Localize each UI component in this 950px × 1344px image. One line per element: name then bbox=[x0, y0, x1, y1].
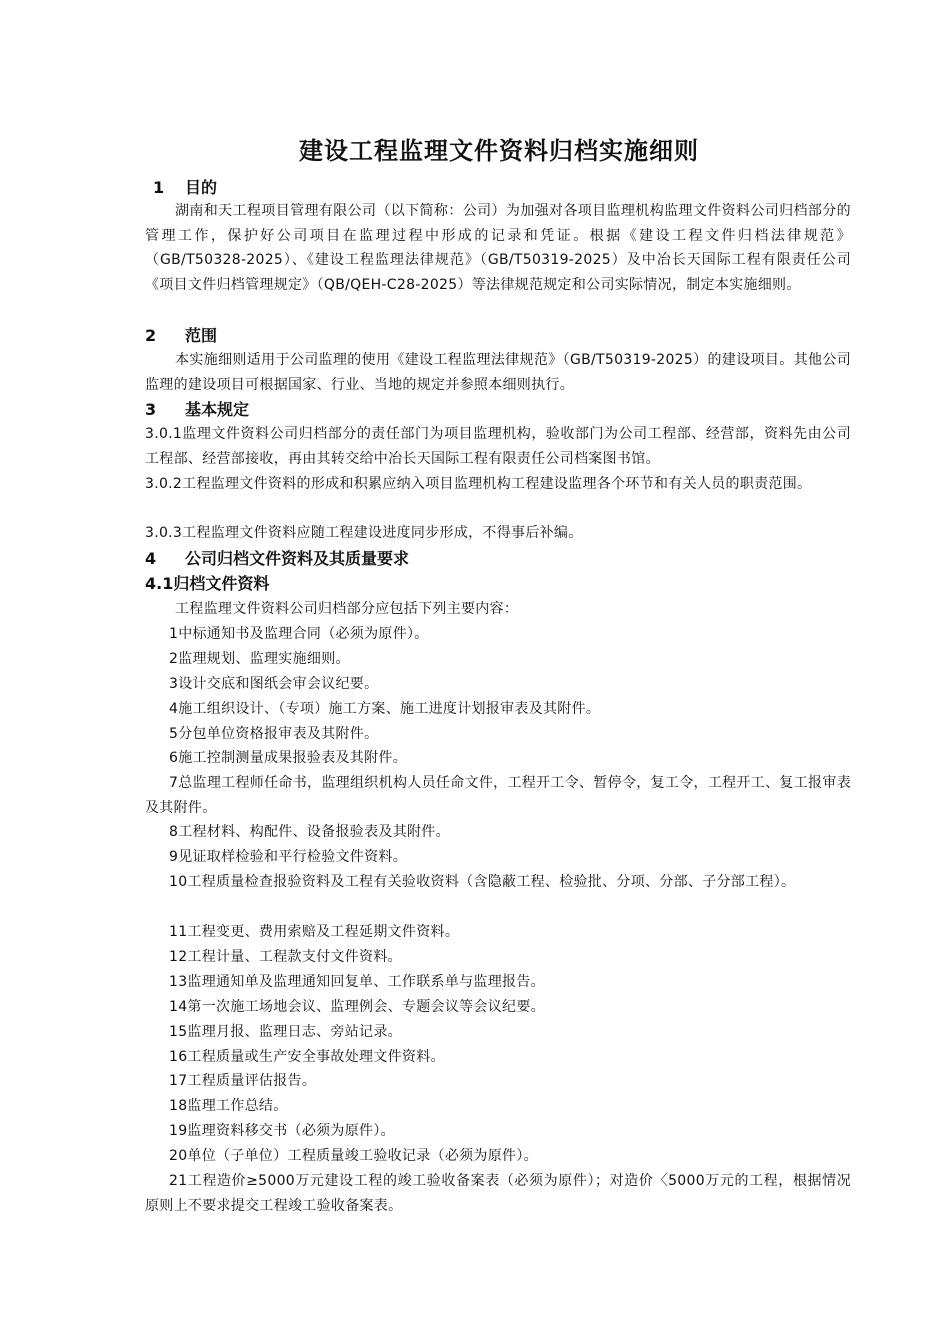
section-number: 2 bbox=[145, 326, 157, 345]
list-item: 8工程材料、构配件、设备报验表及其附件。 bbox=[169, 824, 450, 840]
list-item: 6施工控制测量成果报验表及其附件。 bbox=[169, 750, 408, 766]
clause-3-0-3: 3.0.3工程监理文件资料应随工程建设进度同步形成，不得事后补编。 bbox=[145, 525, 583, 541]
subsection-4-1-heading: 4.1归档文件资料 bbox=[145, 574, 270, 593]
list-item: 17工程质量评估报告。 bbox=[169, 1073, 317, 1089]
section-3-heading bbox=[145, 398, 249, 422]
list-item: 2监理规划、监理实施细则。 bbox=[169, 651, 350, 667]
section-4-intro: 工程监理文件资料公司归档部分应包括下列主要内容： bbox=[175, 601, 519, 617]
section-title: 基本规定 bbox=[185, 400, 250, 419]
list-item: 16工程质量或生产安全事故处理文件资料。 bbox=[169, 1049, 445, 1065]
list-item: 9见证取样检验和平行检验文件资料。 bbox=[169, 849, 408, 865]
section-1-paragraph: 湖南和天工程项目管理有限公司（以下简称：公司）为加强对各项目监理机构监理文件资料公司归档部分的管理工作，保护好公司项目在监理过程中形成的记录和凭证。根据《建设工程文件归档法律规范》（GB/T50328-2025）、《建设工程监理法律规范》（GB/T50319-2025）及中冶长天国际工程有限责任公司《项目文件归档管理规定》（QB/QEH-C28-2025）等法律规范规定和公司实际情况，制定本实施细则。 bbox=[145, 203, 851, 293]
list-item: 15监理月报、监理日志、旁站记录。 bbox=[169, 1024, 402, 1040]
section-1-heading bbox=[145, 176, 217, 200]
section-4-heading bbox=[145, 547, 409, 571]
section-title: 目的 bbox=[185, 178, 218, 197]
list-item: 10工程质量检查报验资料及工程有关验收资料（含隐蔽工程、检验批、分项、分部、子分部工程）。 bbox=[169, 874, 796, 890]
list-item: 1中标通知书及监理合同（必须为原件）。 bbox=[169, 626, 429, 642]
list-item: 18监理工作总结。 bbox=[169, 1098, 288, 1114]
section-number: 4 bbox=[145, 549, 157, 568]
list-item: 13监理通知单及监理通知回复单、工作联系单与监理报告。 bbox=[169, 974, 545, 990]
clause-3-0-1: 3.0.1监理文件资料公司归档部分的责任部门为项目监理机构，验收部门为公司工程部、经营部，资料先由公司工程部、经营部接收，再由其转交给中冶长天国际工程有限责任公司档案图书馆。 bbox=[145, 426, 851, 467]
list-item: 4施工组织设计、（专项）施工方案、施工进度计划报审表及其附件。 bbox=[169, 701, 601, 717]
section-title: 范围 bbox=[185, 326, 218, 345]
section-2-paragraph: 本实施细则适用于公司监理的使用《建设工程监理法律规范》（GB/T50319-2025）的建设项目。其他公司监理的建设项目可根据国家、行业、当地的规定并参照本细则执行。 bbox=[145, 352, 851, 393]
section-number: 1 bbox=[153, 178, 165, 197]
section-number: 3 bbox=[145, 400, 157, 419]
list-item: 11工程变更、费用索赔及工程延期文件资料。 bbox=[169, 924, 460, 940]
section-2-heading bbox=[145, 324, 217, 348]
list-item: 7总监理工程师任命书，监理组织机构人员任命文件，工程开工令、暂停令，复工令，工程开工、复工报审表及其附件。 bbox=[145, 775, 851, 816]
list-item: 21工程造价≥5000万元建设工程的竣工验收备案表（必须为原件）；对造价〈5000万元的工程，根据情况原则上不要求提交工程竣工验收备案表。 bbox=[145, 1173, 851, 1214]
clause-3-0-2: 3.0.2工程监理文件资料的形成和积累应纳入项目监理机构工程建设监理各个环节和有关人员的职责范围。 bbox=[145, 476, 812, 492]
list-item: 5分包单位资格报审表及其附件。 bbox=[169, 726, 379, 742]
list-item: 14第一次施工场地会议、监理例会、专题会议等会议纪要。 bbox=[169, 999, 545, 1015]
list-item: 19监理资料移交书（必须为原件）。 bbox=[169, 1123, 395, 1139]
list-item: 20单位（子单位）工程质量竣工验收记录（必须为原件）。 bbox=[169, 1148, 538, 1164]
document-title: 建设工程监理文件资料归档实施细则 bbox=[299, 136, 699, 165]
list-item: 3设计交底和图纸会审会议纪要。 bbox=[169, 676, 379, 692]
list-item: 12工程计量、工程款支付文件资料。 bbox=[169, 949, 402, 965]
section-title: 公司归档文件资料及其质量要求 bbox=[185, 549, 410, 568]
